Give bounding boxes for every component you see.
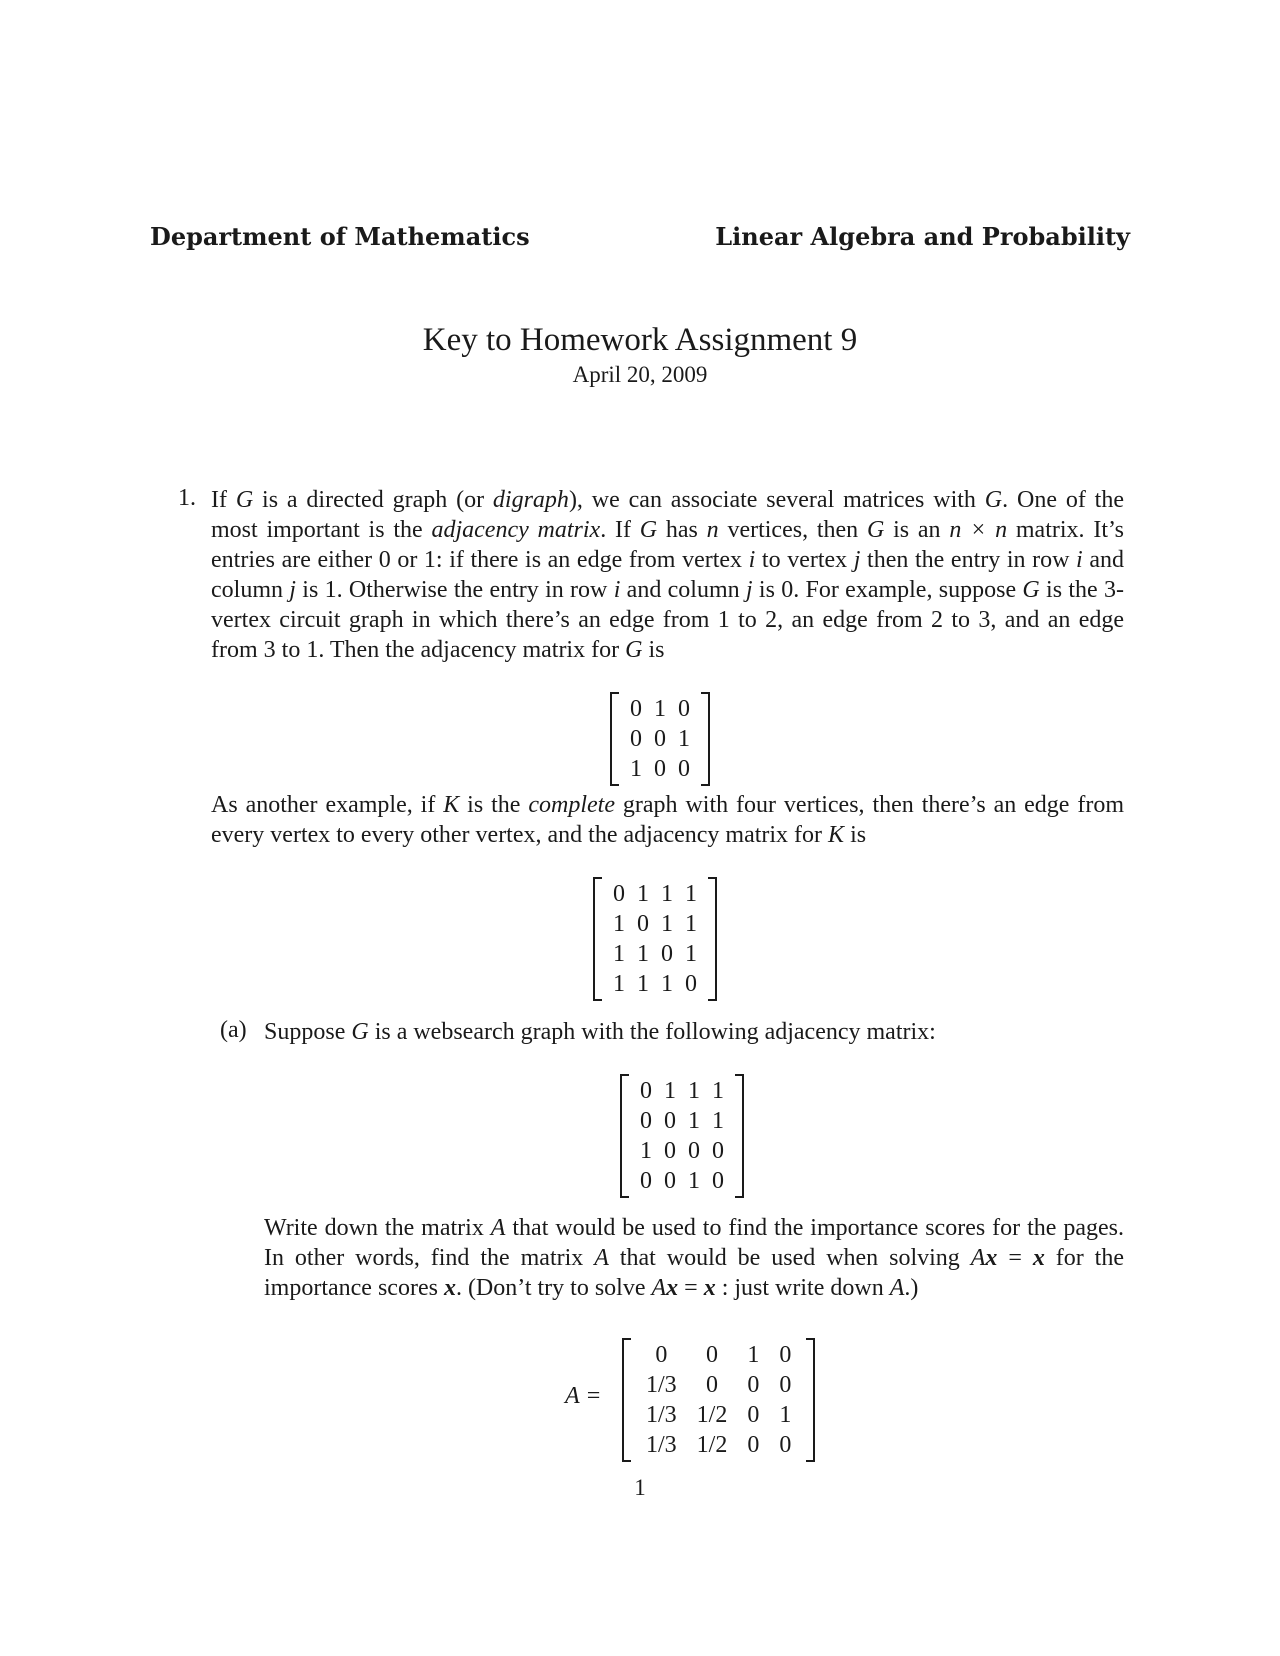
circuit-adjacency-matrix xyxy=(610,692,710,786)
matrix-cell: 0 xyxy=(688,1138,700,1164)
matrix-cell: 1 xyxy=(685,941,697,967)
part-a-instruction: Write down the matrix A that would be used to find the importance scores for the pages. In other words, find the matrix A that would be used when solving Ax = x for the importance scores x. (Don’t try to solve Ax = x : just write down A.) xyxy=(264,1215,1124,1301)
matrix-cell: 1 xyxy=(688,1078,700,1104)
matrix-cell: 0 xyxy=(779,1432,792,1458)
matrix-cell: 1/2 xyxy=(696,1432,728,1458)
matrix-cell: 0 xyxy=(678,756,690,782)
matrix-cell: 0 xyxy=(655,1342,668,1368)
matrix-cell: 1 xyxy=(685,881,697,907)
matrix-cell: 1 xyxy=(747,1342,760,1368)
matrix-cell: 0 xyxy=(640,1168,652,1194)
title-block xyxy=(0,320,1280,390)
matrix-cell: 0 xyxy=(640,1108,652,1134)
matrix-cell: 1/3 xyxy=(646,1372,677,1398)
matrix-cell: 0 xyxy=(747,1432,760,1458)
matrix-cell: 1 xyxy=(613,971,625,997)
matrix-cell: 0 xyxy=(630,696,642,722)
matrix-cell: 0 xyxy=(779,1342,792,1368)
matrix-cell: 0 xyxy=(664,1108,676,1134)
matrix-cell: 1 xyxy=(678,726,690,752)
document-title: Key to Homework Assignment 9 xyxy=(422,322,858,358)
matrix-cell: 0 xyxy=(706,1342,718,1368)
page-number: 1 xyxy=(634,1475,646,1500)
matrix-cell: 0 xyxy=(664,1138,676,1164)
matrix-cell: 1 xyxy=(637,881,649,907)
matrix-cell: 1/3 xyxy=(646,1402,677,1428)
matrix-cell: 0 xyxy=(661,941,673,967)
matrix-cell: 0 xyxy=(664,1168,676,1194)
matrix-cell: 1 xyxy=(630,756,642,782)
matrix-cell: 0 xyxy=(637,911,649,937)
matrix-cell: 1 xyxy=(637,971,649,997)
complete-graph-paragraph: As another example, if K is the complete graph with four vertices, then there’s an edge from every vertex to every other vertex, and the adjacency matrix for K is xyxy=(211,792,1125,848)
matrix-cell: 1 xyxy=(637,941,649,967)
matrix-cell: 0 xyxy=(678,696,690,722)
matrix-cell: 0 xyxy=(747,1402,760,1428)
matrix-cell: 0 xyxy=(654,756,666,782)
header-department: Department of Mathematics xyxy=(150,222,530,251)
matrix-cell: 1 xyxy=(661,911,673,937)
matrix-cell: 0 xyxy=(747,1372,760,1398)
matrix-cell: 0 xyxy=(685,971,697,997)
matrix-cell: 0 xyxy=(779,1372,792,1398)
matrix-cell: 1 xyxy=(613,911,625,937)
websearch-adjacency-matrix xyxy=(620,1074,744,1198)
matrix-cell: 1 xyxy=(654,696,666,722)
matrix-cell: 1 xyxy=(661,881,673,907)
page-header xyxy=(150,222,1130,251)
matrix-cell: 1 xyxy=(661,971,673,997)
matrix-cell: 0 xyxy=(706,1372,718,1398)
matrix-cell: 0 xyxy=(640,1078,652,1104)
matrix-cell: 1 xyxy=(688,1108,700,1134)
matrix-cell: 1/3 xyxy=(646,1432,677,1458)
answer-matrix-label: A = xyxy=(565,1383,602,1409)
matrix-cell: 1 xyxy=(640,1138,652,1164)
matrix-cell: 0 xyxy=(712,1138,724,1164)
part-a-question: Suppose G is a websearch graph with the following adjacency matrix: xyxy=(264,1019,936,1045)
problem1-intro-paragraph: If G is a directed graph (or digraph), we can associate several matrices with G. One of the most important is the adjacency matrix. If G has n vertices, then G is an n × n matrix. It’s entries are either 0 or 1: if there is an edge from vertex i to vertex j then the entry in row i and column j is 1. Otherwise the entry in row i and column j is 0. For example, suppose G is the 3-vertex circuit graph in which there’s an edge from 1 to 2, an edge from 2 to 3, and an edge from 3 to 1. Then the adjacency matrix for G is xyxy=(211,487,1124,663)
matrix-cell: 1 xyxy=(688,1168,700,1194)
problem-number: 1. xyxy=(178,485,196,511)
matrix-cell: 1 xyxy=(712,1108,724,1134)
matrix-cell: 1 xyxy=(664,1078,676,1104)
matrix-cell: 1 xyxy=(779,1402,792,1428)
matrix-cell: 0 xyxy=(654,726,666,752)
matrix-cell: 1/2 xyxy=(696,1402,728,1428)
answer-matrix-A xyxy=(622,1338,815,1462)
matrix-cell: 0 xyxy=(630,726,642,752)
part-a-label: (a) xyxy=(220,1017,247,1043)
matrix-cell: 1 xyxy=(685,911,697,937)
complete-graph-matrix xyxy=(593,877,717,1001)
matrix-cell: 0 xyxy=(712,1168,724,1194)
matrix-cell: 0 xyxy=(613,881,625,907)
matrix-cell: 1 xyxy=(613,941,625,967)
document-date: April 20, 2009 xyxy=(572,362,708,387)
matrix-cell: 1 xyxy=(712,1078,724,1104)
header-course: Linear Algebra and Probability xyxy=(715,222,1130,251)
